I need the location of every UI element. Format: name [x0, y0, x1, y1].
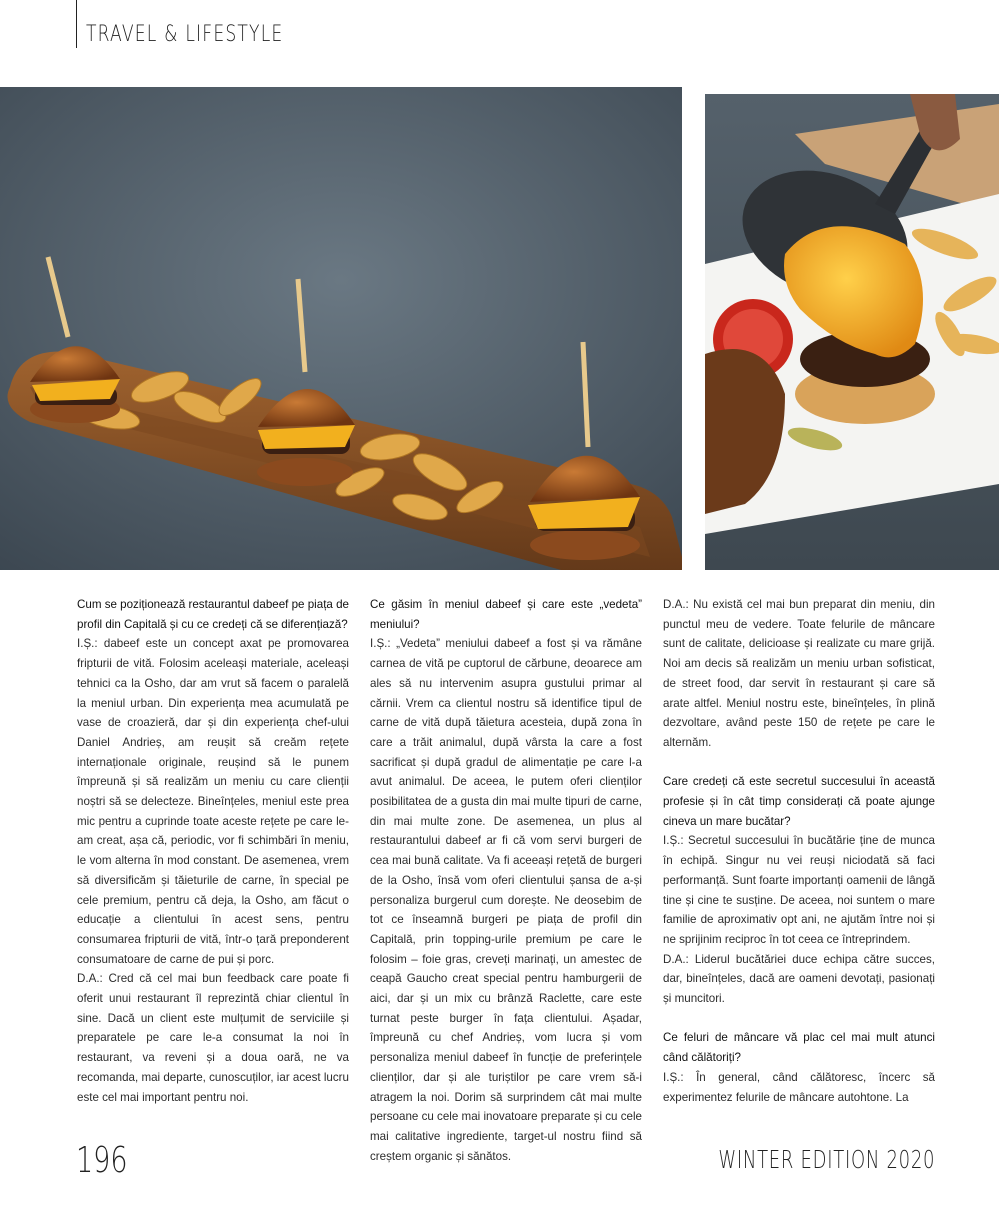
interview-answer: D.A.: Liderul bucătăriei duce echipa către succes, dar, bineînțeles, dacă are oameni devotați, pasionați și muncitori.	[663, 952, 935, 1006]
interview-answer: I.Ș.: „Vedeta” meniului dabeef a fost și va rămâne carnea de vită pe cuptorul de cărbune, deoarece am ales să nu intervenim asupra gustului primar al cărnii. Vrem ca clientul nostru să identifice tipul de carne de vită după tăietura acesteia, după zona în care a trăit animalul, după vârsta la care a fost sacrificat și după gradul de alimentație pe care l-a avut animalul. De aceea, le putem oferi clienților posibilitatea de a gusta din mai multe tipuri de carne, din mai multe zone. De asemenea, un plus al restaurantului dabeef ar fi că vom servi burgeri de cea mai bună calitate. Va fi aceeași rețetă de burgeri de la Osho, însă vom oferi clientului șansa de a-și personaliza burgerul cum dorește. Ne deosebim de tot ce înseamnă burgeri pe piața de profil din Capitală, prin topping-urile premium pe care le folosim – foie gras, creveți marinați, un amestec de ceapă Gaucho creat special pentru hamburgerii de aici, dar și un mix cu brânză Raclette, care este turnat peste burger în fața clientului. Așadar, împreună cu chef Andrieș, vom lucra și vom personaliza meniul dabeef în funcție de preferințele clienților, dar și ale turiștilor pe care vrem să-i atragem la noi. Dorim să surprindem cât mai multe persoane cu cele mai inovatoare preparate și cu cele mai calitative ingrediente, target-ul nostru fiind să creștem organic și sănătos.	[370, 637, 642, 1163]
article-column-3	[663, 595, 935, 1107]
interview-answer: I.Ș.: dabeef este un concept axat pe promovarea fripturii de vită. Folosim aceleași materiale, aceleași tehnici ca la Osho, dar am vrut să facem o paralelă la meniul urban. Din experiența mea acumulată pe vase de croazieră, dar și din experiența chef-ului Daniel Andrieș, am reușit să creăm rețete internaționale originale, reușind să le punem împreună și să realizăm un meniu cu care clienții noștri să se delecteze. Bineînțeles, meniul este prea mic pentru a cuprinde toate aceste rețete pe care le-am creat, așa că, periodic, vor fi schimbări în meniu, le vom alterna în mod constant. De asemenea, vrem să diversificăm și tăieturile de carne, în special pe cele premium, pentru că deja, la Osho, am făcut o educație a clientului în acest sens, pentru consumarea fripturii de vită, într-o țară preponderent consumatoare de carne de pui și porc.	[77, 637, 349, 966]
article-column-2	[370, 595, 642, 1166]
interview-question: Cum se poziționează restaurantul dabeef pe piața de profil din Capitală și cu ce credeți că se diferențiază?	[77, 598, 349, 631]
interview-answer: D.A.: Nu există cel mai bun preparat din meniu, din punctul meu de vedere. Toate felurile de mâncare sunt de calitate, delicioase și realizate cu mare grijă. Noi am decis să realizăm un meniu urban sofisticat, de street food, dar servit în restaurant și care să arate altfel. Meniul nostru este, bineînțeles, în plină dezvoltare, având peste 150 de rețete pe care le alternăm.	[663, 598, 935, 749]
paragraph-spacer	[663, 1009, 935, 1029]
food-photo-burgers-board	[0, 87, 682, 570]
interview-answer: I.Ș.: Secretul succesului în bucătărie ține de munca în echipă. Singur nu vei reuși niciodată să faci performanță. Sunt foarte importanți oamenii de lângă tine și cine te susține. De aceea, noi suntem o mare familie de aproximativ opt ani, ne ajutăm între noi și ne sprijinim reciproc în tot ceea ce întreprindem.	[663, 834, 935, 946]
interview-answer: D.A.: Cred că cel mai bun feedback care poate fi oferit unui restaurant îl reprezintă chiar clientul în sine. Dacă un client este mulțumit de serviciile și preparatele pe care le-a consumat la noi în restaurant, va reveni și a doua oară, ne va recomanda, mai departe, cunoscuților, iar acest lucru este cel mai important pentru noi.	[77, 972, 349, 1104]
edition-label: WINTER EDITION 2020	[718, 1145, 935, 1174]
interview-question: Care credeți că este secretul succesului în această profesie și în cât timp considerați că poate ajunge cineva un mare bucătar?	[663, 775, 935, 828]
paragraph-spacer	[663, 753, 935, 773]
interview-question: Ce feluri de mâncare vă plac cel mai mult atunci când călătoriți?	[663, 1031, 935, 1065]
page-number: 196	[76, 1140, 128, 1181]
interview-question: Ce găsim în meniul dabeef și care este „vedeta” meniului?	[370, 598, 642, 631]
food-photo-cheese-burger	[705, 94, 999, 570]
header-divider	[76, 0, 77, 48]
section-title: TRAVEL & LIFESTYLE	[86, 22, 284, 47]
interview-answer: I.Ș.: În general, când călătoresc, încerc să experimentez felurile de mâncare autohtone. La	[663, 1070, 935, 1104]
article-column-1	[77, 595, 349, 1107]
